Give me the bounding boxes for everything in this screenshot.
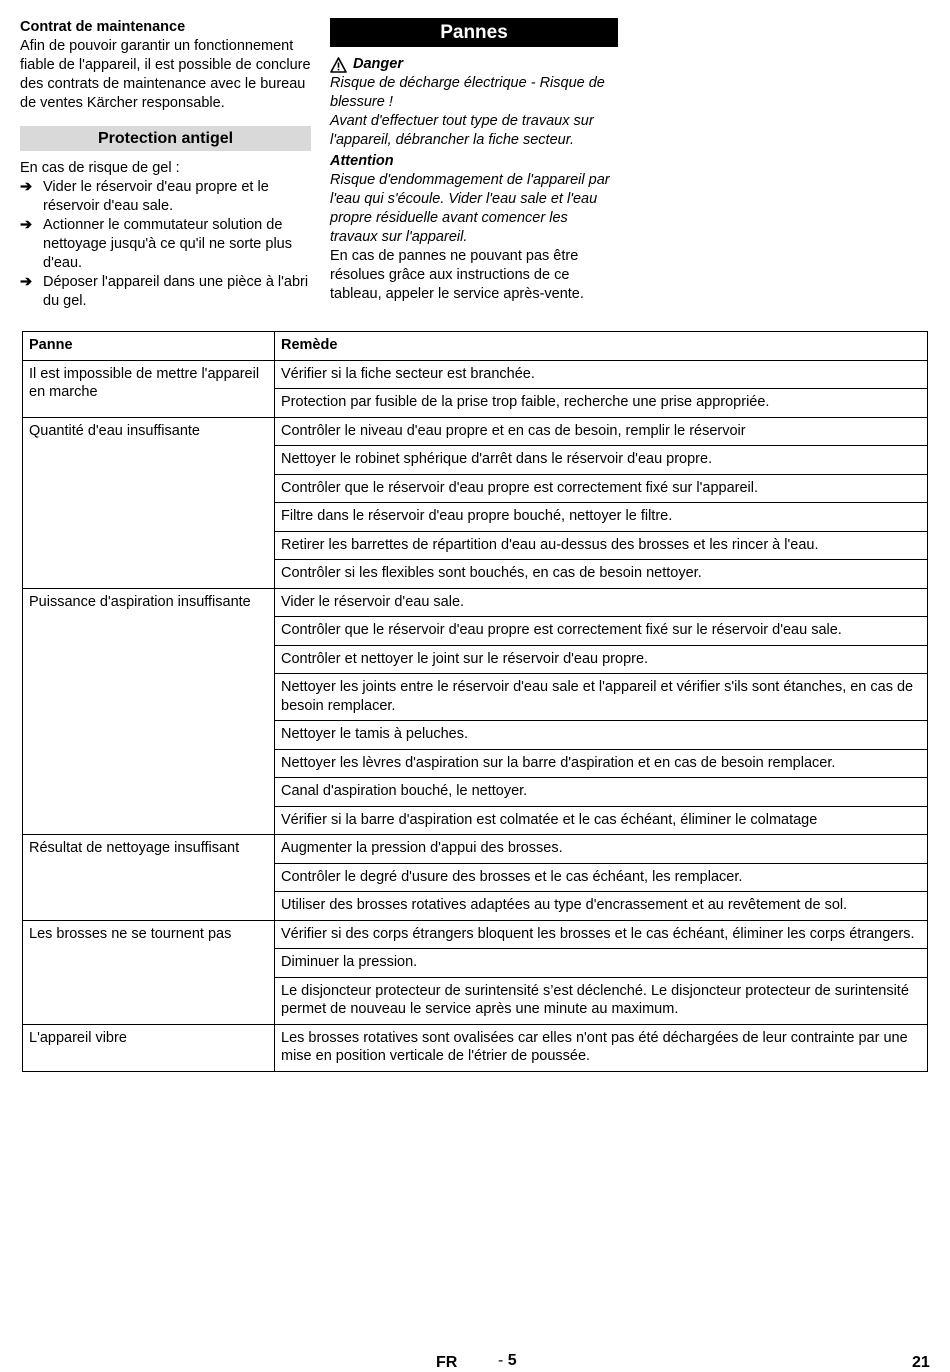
left-column — [20, 18, 311, 311]
fault-table-body — [23, 360, 928, 1071]
maintenance-text: Afin de pouvoir garantir un fonctionnement fiable de l'appareil, il est possible de conclure des contrats de maintenance avec le bureau de ventes Kärcher responsable. — [20, 38, 311, 111]
antifreeze-steps — [20, 178, 311, 311]
footer-section — [498, 1352, 517, 1370]
danger-text-1: Risque de décharge électrique - Risque de blessure ! — [330, 75, 605, 110]
footer-language: FR — [436, 1354, 458, 1371]
remedy-cell: Les brosses rotatives sont ovalisées car elles n'ont pas été déchargées de leur contrainte par une mise en position verticale de l'étrier de poussée. — [275, 1024, 928, 1071]
table-header-row — [23, 332, 928, 361]
antifreeze-step-text: Actionner le commutateur solution de nettoyage jusqu'à ce qu'il ne sorte plus d'eau. — [43, 217, 292, 271]
remedy-cell: Nettoyer le robinet sphérique d'arrêt dans le réservoir d'eau propre. — [275, 446, 928, 475]
table-row — [23, 920, 928, 949]
faults-heading: Pannes — [330, 18, 618, 47]
antifreeze-intro: En cas de risque de gel : — [20, 160, 180, 176]
warning-triangle-icon — [330, 57, 347, 73]
footer-page-number: 21 — [912, 1354, 930, 1371]
remedy-cell: Nettoyer le tamis à peluches. — [275, 721, 928, 750]
header-fault: Panne — [23, 332, 275, 361]
fault-cell: Puissance d'aspiration insuffisante — [23, 588, 275, 835]
remedy-cell: Le disjoncteur protecteur de surintensité s’est déclenché. Le disjoncteur protecteur de surintensité permet de nouveau le service après une minute au maximum. — [275, 977, 928, 1024]
remedy-cell: Diminuer la pression. — [275, 949, 928, 978]
remedy-cell: Contrôler que le réservoir d'eau propre est correctement fixé sur l'appareil. — [275, 474, 928, 503]
table-row — [23, 360, 928, 389]
remedy-cell: Contrôler si les flexibles sont bouchés, en cas de besoin nettoyer. — [275, 560, 928, 589]
danger-heading — [330, 55, 618, 74]
remedy-cell: Utiliser des brosses rotatives adaptées au type d'encrassement et au revêtement de sol. — [275, 892, 928, 921]
footer-page-prefix: - — [498, 1352, 508, 1369]
remedy-cell: Contrôler et nettoyer le joint sur le réservoir d'eau propre. — [275, 645, 928, 674]
remedy-cell: Vider le réservoir d'eau sale. — [275, 588, 928, 617]
remedy-cell: Nettoyer les lèvres d'aspiration sur la barre d'aspiration et en cas de besoin remplacer. — [275, 749, 928, 778]
remedy-cell: Contrôler le degré d'usure des brosses et le cas échéant, les remplacer. — [275, 863, 928, 892]
remedy-cell: Filtre dans le réservoir d'eau propre bouché, nettoyer le filtre. — [275, 503, 928, 532]
fault-cell: Les brosses ne se tournent pas — [23, 920, 275, 1024]
remedy-cell: Vérifier si la fiche secteur est branchée. — [275, 360, 928, 389]
remedy-cell: Contrôler que le réservoir d'eau propre est correctement fixé sur le réservoir d'eau sale. — [275, 617, 928, 646]
header-remedy: Remède — [275, 332, 928, 361]
remedy-cell: Canal d'aspiration bouché, le nettoyer. — [275, 778, 928, 807]
danger-label: Danger — [353, 56, 403, 72]
antifreeze-step — [20, 178, 311, 216]
attention-text: Risque d'endommagement de l'appareil par l'eau qui s'écoule. Vider l'eau sale et l'eau propre résiduelle avant comencer les travaux sur l'appareil. — [330, 172, 610, 245]
remedy-cell: Vérifier si des corps étrangers bloquent les brosses et le cas échéant, éliminer les corps étrangers. — [275, 920, 928, 949]
arrow-right-icon: ➔ — [20, 179, 33, 195]
attention-label: Attention — [330, 153, 394, 169]
right-column — [330, 18, 618, 304]
remedy-cell: Augmenter la pression d'appui des brosses. — [275, 835, 928, 864]
service-text: En cas de pannes ne pouvant pas être résolues grâce aux instructions de ce tableau, appeler le service après-vente. — [330, 248, 584, 302]
table-row — [23, 835, 928, 864]
fault-table — [22, 331, 928, 1072]
antifreeze-step-text: Déposer l'appareil dans une pièce à l'abri du gel. — [43, 274, 309, 309]
table-row — [23, 1024, 928, 1071]
remedy-cell: Nettoyer les joints entre le réservoir d'eau sale et l'appareil et vérifier s'ils sont étanches, en cas de besoin remplacer. — [275, 674, 928, 721]
remedy-cell: Contrôler le niveau d'eau propre et en cas de besoin, remplir le réservoir — [275, 417, 928, 446]
fault-cell: L'appareil vibre — [23, 1024, 275, 1071]
table-row — [23, 588, 928, 617]
table-row — [23, 417, 928, 446]
fault-cell: Résultat de nettoyage insuffisant — [23, 835, 275, 921]
remedy-cell: Vérifier si la barre d'aspiration est colmatée et le cas échéant, éliminer le colmatage — [275, 806, 928, 835]
antifreeze-step — [20, 273, 311, 311]
antifreeze-step-text: Vider le réservoir d'eau propre et le réservoir d'eau sale. — [43, 179, 269, 214]
antifreeze-heading: Protection antigel — [20, 126, 311, 151]
antifreeze-step — [20, 216, 311, 273]
remedy-cell: Retirer les barrettes de répartition d'eau au-dessus des brosses et les rincer à l'eau. — [275, 531, 928, 560]
footer-section-number: 5 — [507, 1352, 517, 1369]
maintenance-title: Contrat de maintenance — [20, 19, 186, 35]
fault-cell: Il est impossible de mettre l'appareil en marche — [23, 360, 275, 417]
arrow-right-icon: ➔ — [20, 274, 33, 290]
arrow-right-icon: ➔ — [20, 217, 33, 233]
remedy-cell: Protection par fusible de la prise trop faible, recherche une prise appropriée. — [275, 389, 928, 418]
danger-text-2: Avant d'effectuer tout type de travaux sur l'appareil, débrancher la fiche secteur. — [330, 113, 594, 148]
fault-cell: Quantité d'eau insuffisante — [23, 417, 275, 588]
